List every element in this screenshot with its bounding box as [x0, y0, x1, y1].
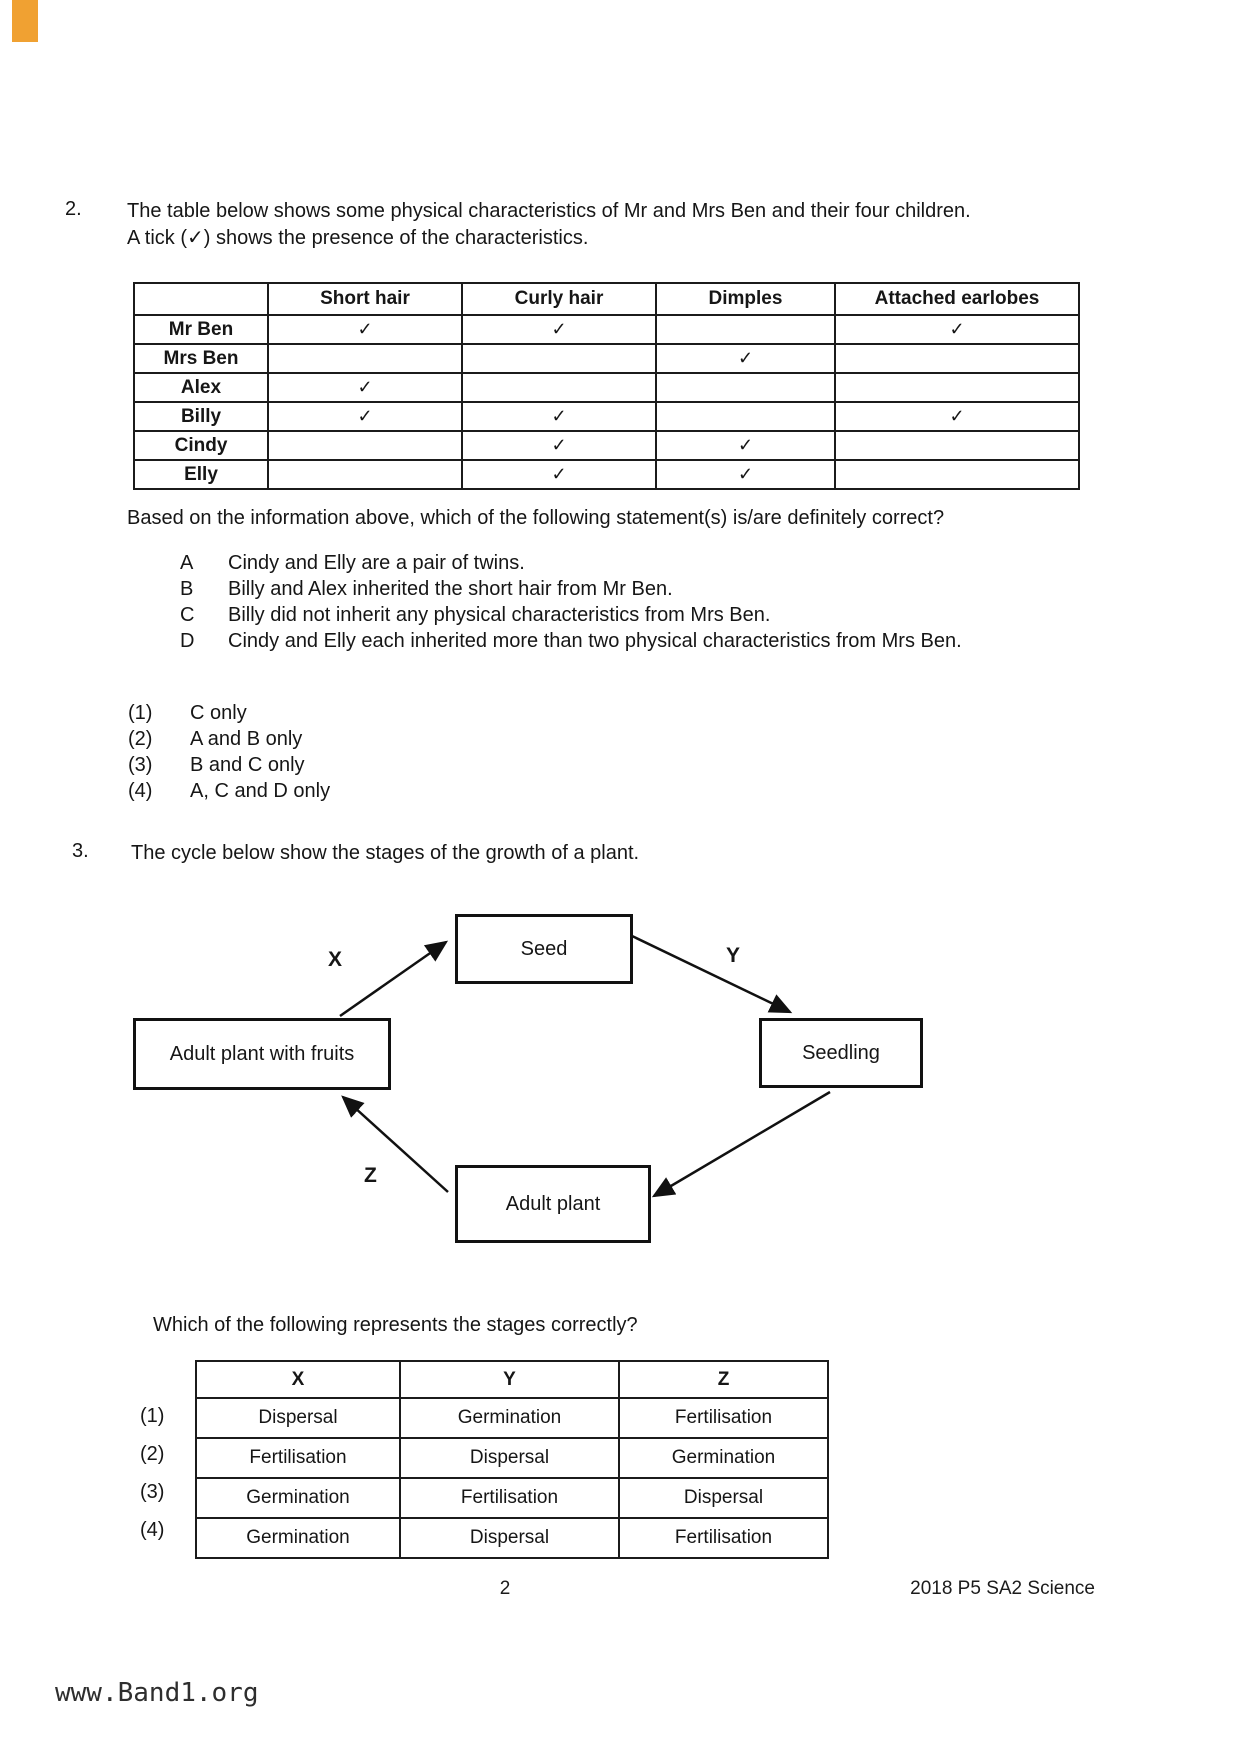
stage-label-y: Y — [726, 944, 741, 967]
stages-row-labels — [140, 1397, 192, 1549]
tick-cell: ✓ — [462, 460, 656, 489]
header-attached-earlobes: Attached earlobes — [835, 283, 1079, 315]
tick-cell: ✓ — [268, 373, 462, 402]
option-1 — [128, 700, 628, 726]
option-text: B and C only — [190, 754, 305, 776]
statement-label: A — [180, 552, 194, 574]
table-row — [196, 1518, 828, 1558]
tick-cell — [268, 460, 462, 489]
option-4 — [128, 778, 628, 804]
arrow-seedling-to-adult — [654, 1092, 830, 1196]
question-2-intro — [127, 198, 1127, 252]
stage-cell: Germination — [196, 1478, 400, 1518]
statement-d — [180, 630, 1140, 653]
stage-cell: Fertilisation — [400, 1478, 619, 1518]
option-3 — [128, 752, 628, 778]
option-label: (4) — [128, 780, 153, 802]
tick-cell — [268, 431, 462, 460]
option-2 — [128, 726, 628, 752]
option-text: A, C and D only — [190, 780, 331, 802]
header-short-hair: Short hair — [268, 283, 462, 315]
statement-a — [180, 552, 1140, 575]
q2-options-list — [128, 700, 628, 804]
question-3-intro: The cycle below show the stages of the growth of a plant. — [131, 842, 640, 864]
tick-cell — [656, 373, 835, 402]
tick-cell — [656, 402, 835, 431]
tick-cell: ✓ — [835, 315, 1079, 344]
tick-cell — [462, 344, 656, 373]
stages-row-label: (1) — [140, 1405, 165, 1427]
scan-corner-mark — [12, 0, 38, 42]
stage-cell: Fertilisation — [619, 1518, 828, 1558]
header-x: X — [196, 1361, 400, 1398]
statement-label: D — [180, 630, 195, 652]
tick-cell: ✓ — [656, 344, 835, 373]
option-label: (2) — [128, 728, 153, 750]
stages-table — [195, 1360, 829, 1559]
header-y: Y — [400, 1361, 619, 1398]
stage-cell: Fertilisation — [196, 1438, 400, 1478]
option-label: (3) — [128, 754, 153, 776]
tick-cell — [835, 373, 1079, 402]
table-row — [196, 1438, 828, 1478]
tick-cell — [835, 344, 1079, 373]
tick-cell: ✓ — [462, 315, 656, 344]
tick-cell: ✓ — [656, 431, 835, 460]
question-3-number: 3. — [72, 840, 89, 862]
header-dimples: Dimples — [656, 283, 835, 315]
statement-text: Cindy and Elly each inherited more than two physical characteristics from Mrs Ben. — [228, 630, 962, 652]
header-curly-hair: Curly hair — [462, 283, 656, 315]
table-row — [134, 402, 1079, 431]
statement-label: C — [180, 604, 195, 626]
node-adult-plant-with-fruits: Adult plant with fruits — [133, 1018, 391, 1090]
tick-cell — [268, 344, 462, 373]
header-z: Z — [619, 1361, 828, 1398]
question-2-intro-line2: A tick (✓) shows the presence of the characteristics. — [127, 227, 589, 249]
table-row — [134, 344, 1079, 373]
node-seed: Seed — [455, 914, 633, 984]
tick-cell — [462, 373, 656, 402]
node-adult-plant: Adult plant — [455, 1165, 651, 1243]
table-row — [134, 431, 1079, 460]
stage-cell: Dispersal — [400, 1518, 619, 1558]
option-text: C only — [190, 702, 247, 724]
tick-cell — [835, 460, 1079, 489]
row-name: Elly — [134, 460, 268, 489]
tick-cell: ✓ — [268, 315, 462, 344]
node-seedling: Seedling — [759, 1018, 923, 1088]
statements-list — [180, 552, 1140, 656]
row-name: Billy — [134, 402, 268, 431]
stage-label-x: X — [328, 948, 343, 971]
table-row — [196, 1398, 828, 1438]
arrow-y — [632, 936, 790, 1012]
statement-label: B — [180, 578, 194, 600]
table-row — [134, 373, 1079, 402]
table-row — [134, 315, 1079, 344]
tick-cell: ✓ — [835, 402, 1079, 431]
header-empty — [134, 283, 268, 315]
stage-cell: Germination — [619, 1438, 828, 1478]
footer-exam-label: 2018 P5 SA2 Science — [910, 1578, 1095, 1599]
page-number: 2 — [499, 1578, 511, 1599]
tick-cell: ✓ — [268, 402, 462, 431]
arrow-x — [340, 942, 446, 1016]
option-label: (1) — [128, 702, 153, 724]
watermark-url: www.Band1.org — [55, 1678, 259, 1708]
tick-cell: ✓ — [656, 460, 835, 489]
statement-b — [180, 578, 1140, 601]
row-name: Cindy — [134, 431, 268, 460]
stages-row-label: (2) — [140, 1443, 165, 1465]
statement-c — [180, 604, 1140, 627]
characteristics-header-row — [134, 283, 1079, 315]
statement-text: Billy did not inherit any physical characteristics from Mrs Ben. — [228, 604, 771, 626]
tick-cell — [656, 315, 835, 344]
stage-cell: Germination — [400, 1398, 619, 1438]
stage-cell: Dispersal — [619, 1478, 828, 1518]
option-text: A and B only — [190, 728, 303, 750]
stage-cell: Dispersal — [196, 1398, 400, 1438]
stages-header-row — [196, 1361, 828, 1398]
question-2-number: 2. — [65, 198, 82, 220]
arrow-z — [343, 1097, 448, 1192]
stage-label-z: Z — [364, 1164, 377, 1187]
table-row — [196, 1478, 828, 1518]
statement-text: Billy and Alex inherited the short hair from Mr Ben. — [228, 578, 673, 600]
row-name: Alex — [134, 373, 268, 402]
tick-cell — [835, 431, 1079, 460]
row-name: Mrs Ben — [134, 344, 268, 373]
tick-cell: ✓ — [462, 431, 656, 460]
stages-row-label: (3) — [140, 1481, 165, 1503]
characteristics-table — [133, 282, 1080, 490]
question-2-intro-line1: The table below shows some physical characteristics of Mr and Mrs Ben and their four children. — [127, 200, 971, 222]
stage-cell: Dispersal — [400, 1438, 619, 1478]
stage-cell: Fertilisation — [619, 1398, 828, 1438]
plant-cycle-diagram — [90, 900, 1140, 1295]
question-2-prompt: Based on the information above, which of the following statement(s) is/are definitely correct? — [127, 507, 945, 529]
statement-text: Cindy and Elly are a pair of twins. — [228, 552, 525, 574]
stages-row-label: (4) — [140, 1519, 165, 1541]
table-row — [134, 460, 1079, 489]
row-name: Mr Ben — [134, 315, 268, 344]
question-3-prompt: Which of the following represents the stages correctly? — [153, 1314, 638, 1336]
stage-cell: Germination — [196, 1518, 400, 1558]
tick-cell: ✓ — [462, 402, 656, 431]
